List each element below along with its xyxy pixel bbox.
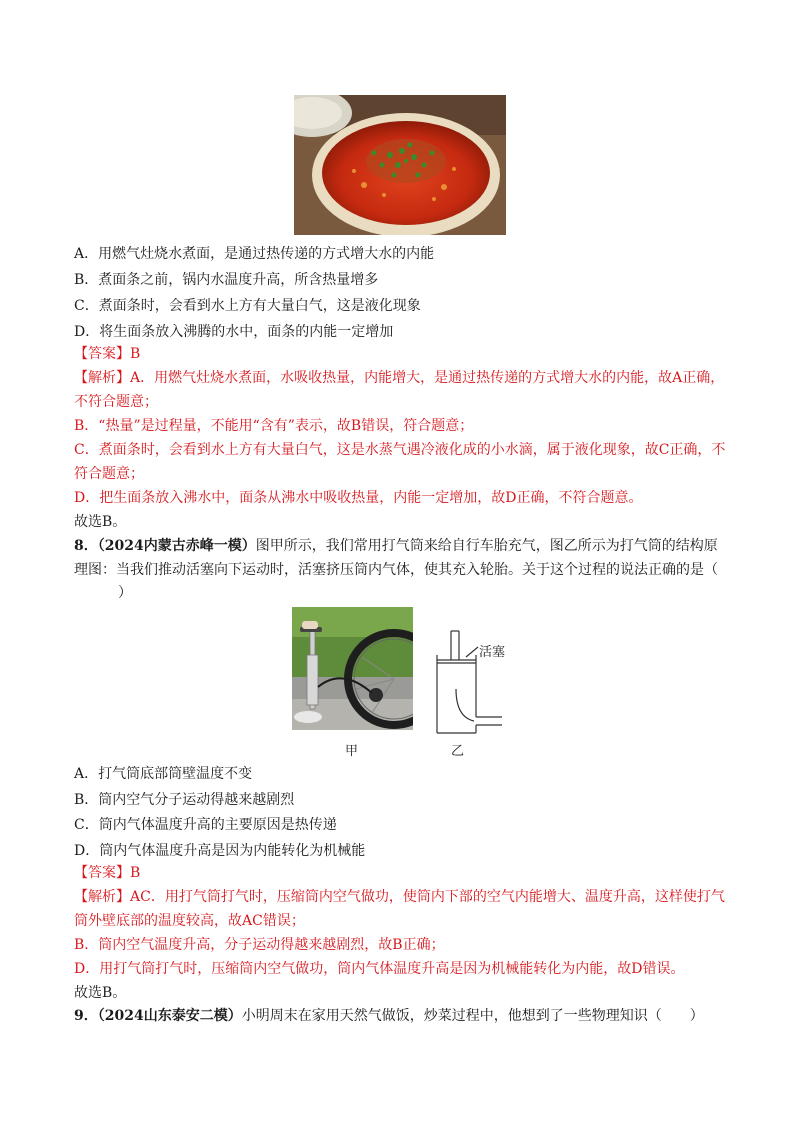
bicycle-pump-photo <box>292 607 413 730</box>
figure-yi-caption: 乙 <box>451 744 465 759</box>
q7-analysis-line: 不符合题意； <box>74 394 158 410</box>
q8-answer: 【答案】B <box>74 865 141 881</box>
q8-option-c: C．筒内气体温度升高的主要原因是热传递 <box>74 817 337 833</box>
q9-stem-text: 小明周末在家用天然气做饭，炒菜过程中，他想到了一些物理知识（ ） <box>241 1008 704 1024</box>
q8-option-b: B．筒内空气分子运动得越来越剧烈 <box>74 792 295 808</box>
q7-option-b: B．煮面条之前，锅内水温度升高，所含热量增多 <box>74 272 379 288</box>
figure-jia-caption: 甲 <box>345 744 359 759</box>
q7-analysis-line: D．把生面条放入沸水中，面条从沸水中吸收热量，内能一定增加，故D正确，不符合题意。 <box>74 490 643 506</box>
q8-header: 8．（2024内蒙古赤峰一模） <box>74 538 256 554</box>
q9-stem-line <box>74 1006 732 1026</box>
q8-analysis-line: B．筒内空气温度升高，分子运动得越来越剧烈，故B正确； <box>74 937 445 953</box>
noodle-soup-photo <box>294 95 506 235</box>
q7-conclusion: 故选B。 <box>74 514 127 530</box>
q7-option-a: A．用燃气灶烧水煮面，是通过热传递的方式增大水的内能 <box>74 246 435 262</box>
q8-stem-line-3: ） <box>118 585 132 601</box>
q7-analysis-line: C．煮面条时，会看到水上方有大量白气，这是水蒸气遇冷液化成的小水滴，属于液化现象，故C正确，不 <box>74 442 726 458</box>
q7-option-c: C．煮面条时，会看到水上方有大量白气，这是液化现象 <box>74 298 421 314</box>
piston-label: 活塞 <box>479 645 506 660</box>
q8-stem-line-2: 理图：当我们推动活塞向下运动时，活塞挤压筒内气体，使其充入轮胎。关于这个过程的说法正确的是（ <box>74 562 718 578</box>
q8-stem-line-1 <box>74 536 732 556</box>
q7-analysis-line: 符合题意； <box>74 466 144 482</box>
q7-option-d: D．将生面条放入沸腾的水中，面条的内能一定增加 <box>74 324 394 340</box>
q8-analysis-line: D．用打气筒打气时，压缩筒内空气做功，筒内气体温度升高是因为机械能转化为内能，故D错误。 <box>74 961 685 977</box>
q8-option-d: D．筒内气体温度升高是因为内能转化为机械能 <box>74 843 366 859</box>
q7-analysis-line: B．“热量”是过程量，不能用“含有”表示，故B错误，符合题意； <box>74 418 474 434</box>
q7-answer: 【答案】B <box>74 346 141 362</box>
q8-stem-text: 图甲所示，我们常用打气筒来给自行车胎充气，图乙所示为打气筒的结构原 <box>255 538 718 554</box>
q8-analysis-line: 【解析】AC．用打气筒打气时，压缩筒内空气做功，使筒内下部的空气内能增大、温度升高，这样使打气 <box>74 889 725 905</box>
q9-header: 9．（2024山东泰安二模） <box>74 1008 242 1024</box>
q8-option-a: A．打气筒底部筒壁温度不变 <box>74 766 253 782</box>
q8-conclusion: 故选B。 <box>74 985 127 1001</box>
q8-analysis-line: 筒外壁底部的温度较高，故AC错误； <box>74 913 305 929</box>
q7-analysis-line: 【解析】A．用燃气灶烧水煮面，水吸收热量，内能增大，是通过热传递的方式增大水的内能，故A正确， <box>74 370 725 386</box>
